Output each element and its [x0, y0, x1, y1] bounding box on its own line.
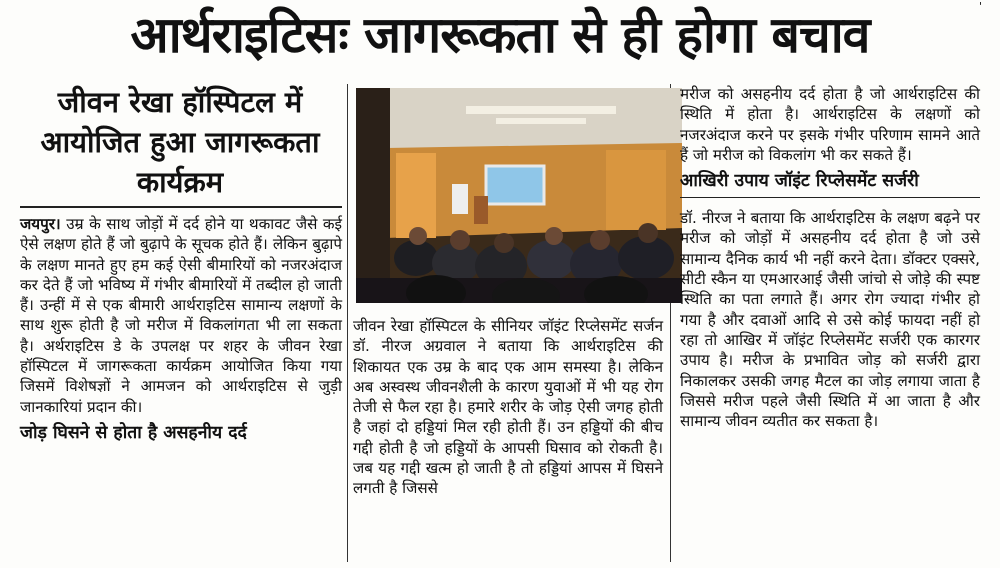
column-1-body: उम्र के साथ जोड़ों में दर्द होने या थकावट जैसे कई ऐसे लक्षण होते हैं जो बुढ़ापे के सूचक होते हैं। लेकिन बुढ़ापे के लक्षण मानते हुए हम कई ऐसी बीमारियों को नजरअंदाज कर देते हैं जो भविष्य में गंभीर बीमारियों में तब्दील हो जाती हैं। उन्हीं में से एक बीमारी आर्थराइटिस सामान्य लक्षणों के साथ शुरू होती है जो मरीज में विकलांगता भी ला सकता है। अर्थराइटिस डे के उपलक्ष पर शहर के जीवन रेखा हॉस्पिटल में जागरूकता कार्यक्रम आयोजित किया गया जिसमें विशेषज्ञों ने आमजन को आर्थराइटिस से जुड़ी जानकारियां प्रदान की। [20, 215, 343, 416]
seminar-photo-image [356, 88, 682, 303]
page-headline: आर्थराइटिसः जागरूकता से ही होगा बचाव [130, 6, 870, 64]
column-2-body: जीवन रेखा हॉस्पिटल के सीनियर जॉइंट रिप्लेसमेंट सर्जन डॉ. नीरज अग्रवाल ने बताया कि आर्थराइटिस की शिकायत एक उम्र के बाद एक आम समस्या है। लेकिन अब अस्वस्थ जीवनशैली के कारण युवाओं में भी यह रोग तेजी से फैल रहा है। हमारे शरीर के जोड़ ऐसी जगह होती है जहां दो हड्डियां मिल रही होती हैं। उन हड्डियों की बीच गद्दी होती है जो हड्डियों के आपसी घिसाव को रोकती है। जब यह गद्दी खत्म हो जाती है तो हड्डियां आपस में घिसने लगती है जिससे [353, 317, 663, 498]
article-column-2 [353, 316, 663, 499]
article-column-3 [680, 84, 980, 431]
article-column-1 [20, 214, 342, 447]
column-3-body-top: मरीज को असहनीय दर्द होता है जो आर्थराइटिस की स्थिति में होता है। आर्थराइटिस के लक्षणों को नजरअंदाज करने पर इसके गंभीर परिणाम सामने आते हैं जो मरीज को विकलांग भी कर सकते हैं। [680, 85, 980, 164]
column-3-body-bottom: डॉ. नीरज ने बताया कि आर्थराइटिस के लक्षण बढ़ने पर मरीज को जोड़ों में असहनीय दर्द होता है जो उसे सामान्य दैनिक कार्य भी नहीं करने देता। डॉक्टर एक्सरे, सीटी स्कैन या एमआरआई जैसी जांचो से जोड़े की स्पष्ट स्थिति का पता लगाते हैं। अगर रोग ज्यादा गंभीर हो गया है और दवाओं आदि से उसे कोई फायदा नहीं हो रहा तो आखिर में जॉइंट रिप्लेसमेंट सर्जरी एक कारगर उपाय है। मरीज के प्रभावित जोड़ को सर्जरी द्वारा निकालकर उसकी जगह मैटल का जोड़ लगाया जाता है जिससे मरीज पहले जैसी स्थिति में आ जाता है और सामान्य जीवन व्यतीत कर सकता है। [680, 209, 980, 431]
sub-headline: जीवन रेखा हॉस्पिटल में आयोजित हुआ जागरूकता कार्यक्रम [40, 85, 320, 199]
subhead-divider [20, 206, 342, 208]
dateline: जयपुर। [20, 215, 61, 233]
crosshead-joint-replacement: आखिरी उपाय जॉइंट रिप्लेसमेंट सर्जरी [680, 169, 980, 198]
corner-mark: ' [978, 0, 982, 13]
column-divider-left [347, 84, 348, 562]
crosshead-joint-wear: जोड़ घिसने से होता है असहनीय दर्द [20, 422, 247, 443]
column-1-paragraph [20, 214, 342, 417]
seminar-photo [356, 88, 682, 303]
